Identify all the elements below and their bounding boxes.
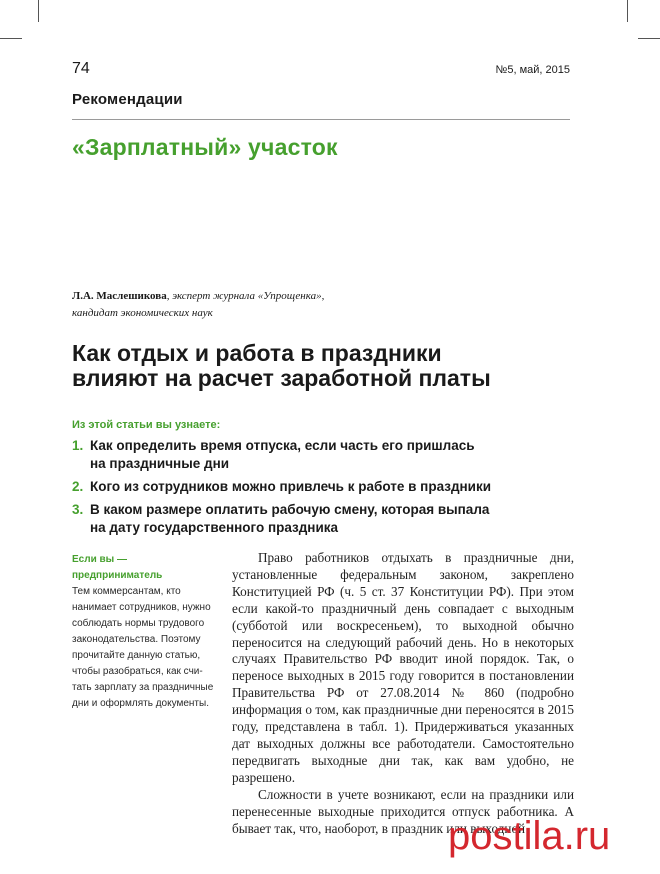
list-item-text-line1: Как определить время отпуска, если часть его пришлась <box>90 438 475 453</box>
sidebar-line: чтобы разобраться, как счи- <box>72 666 203 677</box>
author-degree: кандидат экономических наук <box>72 307 213 319</box>
list-item-text-line1: В каком размере оплатить рабочую смену, которая выпала <box>90 502 490 517</box>
watermark-text: postila.ru <box>448 814 611 858</box>
list-item-text-line1: Кого из сотрудников можно привлечь к работе в праздники <box>90 479 492 494</box>
body-paragraph-2: Сложности в учете возникают, если на праздники или перенесенные выходные приходится отпуск работника. А бывает так, что, наоборот, в праздник или выходной <box>232 786 574 836</box>
list-item-number: 1. <box>72 438 84 453</box>
list-item-number: 2. <box>72 479 84 494</box>
sidebar-line: нанимает сотрудников, нужно <box>72 602 211 613</box>
crop-mark-right-top <box>638 38 660 39</box>
watermark-logo-art <box>440 805 652 867</box>
sidebar-note <box>72 552 222 712</box>
list-item <box>72 437 582 473</box>
sidebar-line: тать зарплату за праздничные <box>72 682 214 693</box>
body-paragraph-1: Право работников отдыхать в праздничные дни, установленные федеральным законом, закреплено Конституцией РФ (ч. 5 ст. 37 Конституции РФ). При этом если какой-то праздничный день совпадает с выходным (субботой или воскресеньем), то выходной обычно переносится на следующий рабочий день. Но в некоторых случаях Правительство РФ вводит иной порядок. Так, о переносе выходных в 2015 году говорится в постановлении Правительства РФ от 27.08.2014 № 860 (подробно информация о том, как праздничные дни переносятся в 2015 году, представлена в табл. 1). Придерживаться указанных дат выходных должны все работодатели. Самостоятельно передвигать выходные дни так, как вам удобно, не разрешено. <box>232 550 574 785</box>
issue-label: №5, май, 2015 <box>495 64 570 76</box>
sidebar-line: дни и оформлять документы. <box>72 698 209 709</box>
list-item <box>72 501 582 537</box>
list-item-text <box>90 501 489 537</box>
list-item <box>72 478 582 496</box>
article-title-line1: Как отдых и работа в праздники <box>72 340 442 366</box>
rubric-title: «Зарплатный» участок <box>72 134 338 160</box>
author-line2 <box>72 305 324 322</box>
crop-mark-top-right <box>627 0 628 22</box>
article-body <box>232 550 574 837</box>
crop-mark-left-top <box>0 38 22 39</box>
list-item-text-line2: на дату государственного праздника <box>90 520 339 535</box>
article-title <box>72 341 592 391</box>
watermark-logo <box>440 805 652 867</box>
learn-list <box>72 437 582 542</box>
list-item-text-line2: на праздничные дни <box>90 456 230 471</box>
article-title-line2: влияют на расчет заработной платы <box>72 365 491 391</box>
sidebar-header-line1: Если вы — <box>72 554 127 565</box>
sidebar-header-line2: предприниматель <box>72 570 163 581</box>
list-item-text <box>90 437 475 473</box>
sidebar-line: прочитайте данную статью, <box>72 650 201 661</box>
list-item-number: 3. <box>72 502 84 517</box>
section-title: Рекомендации <box>72 91 183 108</box>
sidebar-line: Тем коммерсантам, кто <box>72 586 181 597</box>
author-role: , эксперт журнала «Упрощенка», <box>166 290 325 302</box>
crop-mark-top-left <box>38 0 39 22</box>
author-line1 <box>72 288 324 305</box>
sidebar-line: законодательства. Поэтому <box>72 634 201 645</box>
list-item-text <box>90 478 491 496</box>
sidebar-line: соблюдать нормы трудового <box>72 618 205 629</box>
learn-label: Из этой статьи вы узнаете: <box>72 419 221 431</box>
page-number: 74 <box>72 60 90 77</box>
author-name: Л.А. Маслешикова <box>72 290 167 302</box>
header-rule <box>72 119 570 120</box>
sidebar-body <box>72 584 222 712</box>
author-block <box>72 288 324 322</box>
